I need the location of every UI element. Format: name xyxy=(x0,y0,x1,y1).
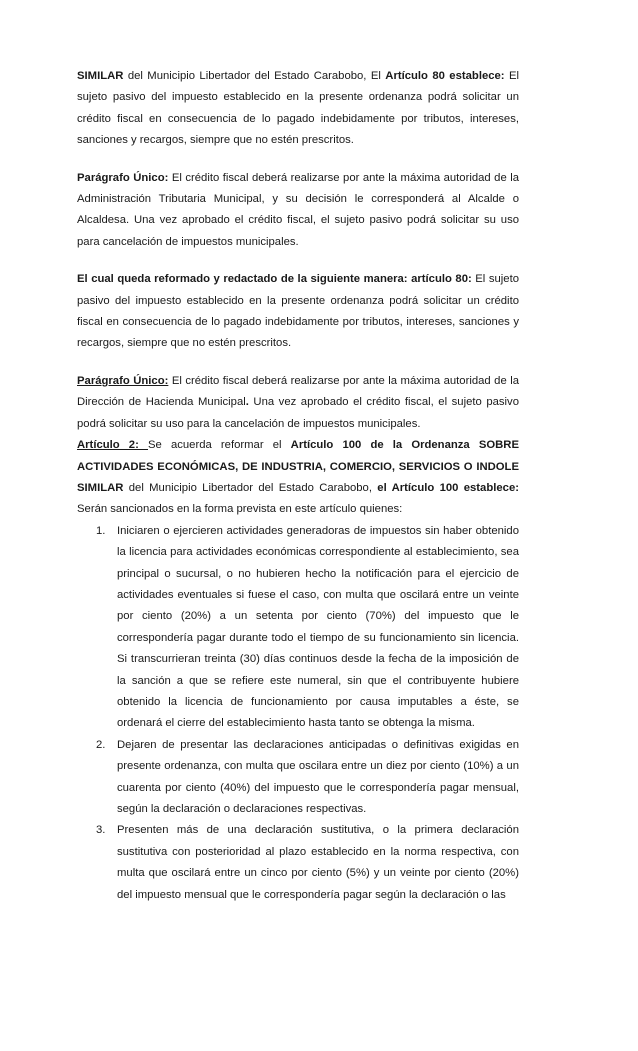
paragraph-article-2 xyxy=(77,435,519,521)
body-text: del Municipio Libertador del Estado Carabobo, xyxy=(123,481,378,494)
bold-underlined-text: Artículo 2: xyxy=(77,439,148,452)
list-item-text: Iniciaren o ejercieren actividades generadoras de impuestos sin haber obtenido la licencia para actividades económicas correspondiente al establecimiento, sea principal o sucursal, o no hubieren hecho la notificación para el ejercicio de actividades eventuales si fuese el caso, con multa que oscilará entre un veinte por ciento (20%) a un setenta por ciento (70%) del impuesto que le correspondería pagar durante todo el tiempo de su funcionamiento sin licencia. Si transcurrieran treinta (30) días continuos desde la fecha de la imposición de la sanción a que se refiere este numeral, sin que el contribuyente hubiere obtenido la licencia de funcionamiento por causa imputables a éste, se ordenará el cierre del establecimiento hasta tanto se obtenga la misma. xyxy=(117,524,519,730)
body-text: Una vez aprobado el crédito fiscal, el sujeto pasivo podrá solicitar su uso para la cancelación de impuestos municipales. xyxy=(77,396,519,430)
paragraph-article-80-reformed xyxy=(77,269,519,355)
list-item xyxy=(77,735,519,821)
bold-underlined-text: Parágrafo Único: xyxy=(77,374,169,387)
list-item-text: Dejaren de presentar las declaraciones anticipadas o definitivas exigidas en presente ordenanza, con multa que oscilara entre un diez por ciento (10%) a un cuarenta por ciento (40%) del impuesto que le correspondería pagar mensual, según la declaración o declaraciones respectivas. xyxy=(117,738,519,815)
paragraph-paragrafo-unico-reformed xyxy=(77,371,519,435)
paragraph-spacer xyxy=(77,152,519,168)
paragraph-spacer xyxy=(77,355,519,371)
paragraph-article-80-original xyxy=(77,66,519,152)
list-number: 3. xyxy=(96,824,106,837)
list-item xyxy=(77,820,519,906)
body-text: del Municipio Libertador del Estado Carabobo, El xyxy=(123,70,386,82)
body-text: El crédito fiscal deberá realizarse por ante la máxima autoridad de la Administración Tributaria Municipal, y su decisión le corresponderá al Alcalde o Alcaldesa. Una vez aprobado el crédito fiscal, el sujeto pasivo podrá solicitar su uso para cancelación de impuestos municipales. xyxy=(77,171,519,248)
bold-text: SIMILAR xyxy=(77,70,124,82)
bold-text: . xyxy=(245,396,249,409)
list-item-text: Presenten más de una declaración sustitutiva, o la primera declaración sustitutiva con posterioridad al plazo establecido en la norma respectiva, con multa que oscilará entre un cinco por ciento (5%) y un veinte por ciento (20%) del impuesto mensual que le correspondería pagar según la declaración o las xyxy=(117,824,519,901)
document-page xyxy=(77,66,519,906)
body-text: El sujeto pasivo del impuesto establecido en la presente ordenanza podrá solicitar un crédito fiscal en consecuencia de lo pagado indebidamente por tributos, intereses, sanciones y recargos, siempre que no estén prescritos. xyxy=(77,273,519,350)
bold-text: El cual queda reformado y redactado de la siguiente manera: artículo 80: xyxy=(77,273,472,286)
body-text: Serán sancionados en la forma prevista en este artículo quienes: xyxy=(77,503,403,516)
bold-text: Parágrafo Único: xyxy=(77,171,169,184)
paragraph-spacer xyxy=(77,253,519,269)
list-item xyxy=(77,521,519,735)
list-number: 1. xyxy=(96,524,106,537)
paragraph-paragrafo-unico-original xyxy=(77,168,519,254)
body-text: Dirección de Hacienda Municipal xyxy=(77,396,246,409)
list-number: 2. xyxy=(96,738,106,751)
body-text: El sujeto pasivo del impuesto establecido en la presente ordenanza podrá solicitar un crédito fiscal en consecuencia de lo pagado indebidamente por tributos, intereses, sanciones y recargos, siempre que no estén prescritos. xyxy=(77,70,519,147)
sanctions-list xyxy=(77,521,519,906)
bold-text: el Artículo 100 establece: xyxy=(377,481,519,494)
body-text: El crédito fiscal deberá realizarse por ante la máxima autoridad de la xyxy=(168,374,519,387)
bold-text: Artículo 80 establece: xyxy=(385,70,505,82)
body-text: Se acuerda reformar el xyxy=(148,439,291,452)
bold-text: Artículo 100 de la Ordenanza SOBRE ACTIVIDADES ECONÓMICAS, DE INDUSTRIA, COMERCIO, SERVICIOS O INDOLE SIMILAR xyxy=(77,439,520,494)
